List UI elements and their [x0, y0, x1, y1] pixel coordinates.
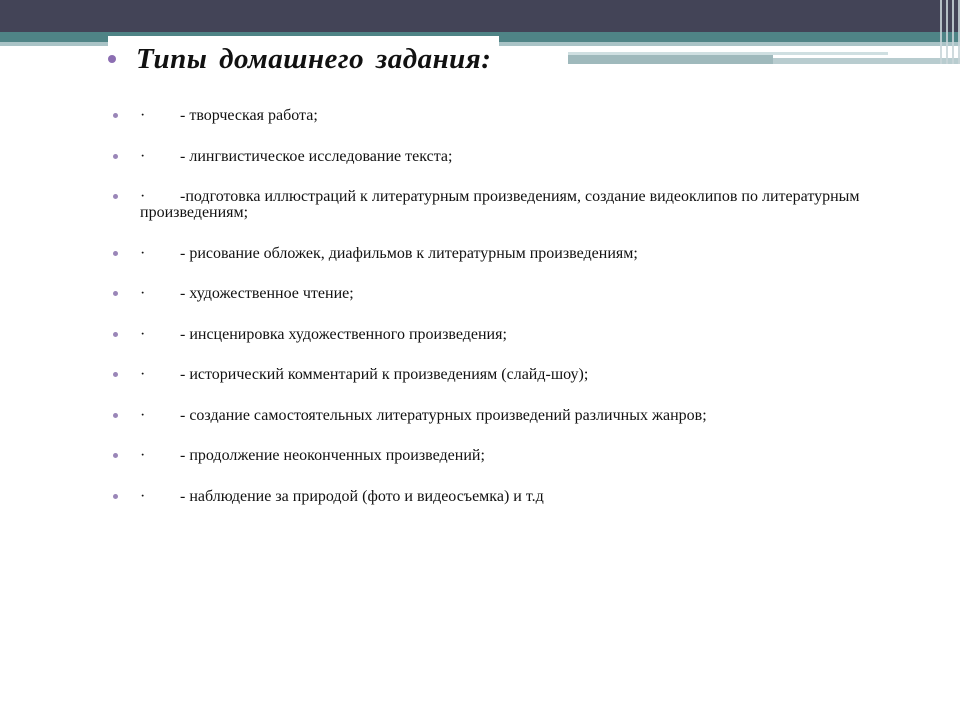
bullet-icon — [113, 372, 118, 377]
item-marker: · — [140, 447, 146, 464]
item-marker: · — [140, 366, 146, 383]
item-marker: · — [140, 406, 146, 424]
item-text: - рисование обложек, диафильмов к литературным произведениям; — [180, 244, 638, 262]
list-item — [110, 286, 890, 302]
list-item — [110, 448, 890, 464]
header-dark-band — [0, 0, 960, 32]
bullet-icon — [113, 251, 118, 256]
decor-stripe-middle — [568, 55, 773, 64]
bullet-icon — [113, 332, 118, 337]
item-text: - инсценировка художественного произведения; — [180, 325, 507, 343]
bullet-icon — [113, 453, 118, 458]
list-item — [110, 189, 890, 221]
item-marker: · — [140, 188, 146, 205]
item-text: - исторический комментарий к произведениям (слайд-шоу); — [180, 366, 589, 383]
title-bullet-icon — [108, 55, 116, 63]
item-text: - лингвистическое исследование текста; — [180, 147, 453, 165]
bullet-icon — [113, 413, 118, 418]
item-marker: · — [140, 285, 146, 302]
bullet-icon — [113, 154, 118, 159]
item-text: - создание самостоятельных литературных произведений различных жанров; — [180, 406, 707, 424]
item-text: - продолжение неоконченных произведений; — [180, 447, 485, 464]
bullet-icon — [113, 194, 118, 199]
item-marker: · — [140, 487, 146, 505]
list-item — [110, 408, 890, 424]
list-item — [110, 149, 890, 165]
item-text: - художественное чтение; — [180, 285, 354, 302]
item-marker: · — [140, 325, 146, 343]
bullet-icon — [113, 494, 118, 499]
item-marker: · — [140, 244, 146, 262]
list-item — [110, 367, 890, 383]
slide-title: Типы домашнего задания: — [136, 42, 492, 75]
decor-vertical-lines — [930, 0, 960, 64]
list-item — [110, 327, 890, 343]
bullet-icon — [113, 113, 118, 118]
item-text: -подготовка иллюстраций к литературным произведениям, создание видеоклипов по литературным произведениям; — [140, 188, 860, 221]
item-text: - наблюдение за природой (фото и видеосъемка) и т.д — [180, 487, 544, 505]
item-marker: · — [140, 107, 146, 124]
title-area — [108, 36, 499, 82]
item-text: - творческая работа; — [180, 107, 318, 124]
list-item — [110, 246, 890, 262]
list-item — [110, 489, 890, 505]
list-item — [110, 108, 890, 124]
bullet-icon — [113, 291, 118, 296]
item-marker: · — [140, 147, 146, 165]
homework-types-list — [110, 108, 890, 529]
